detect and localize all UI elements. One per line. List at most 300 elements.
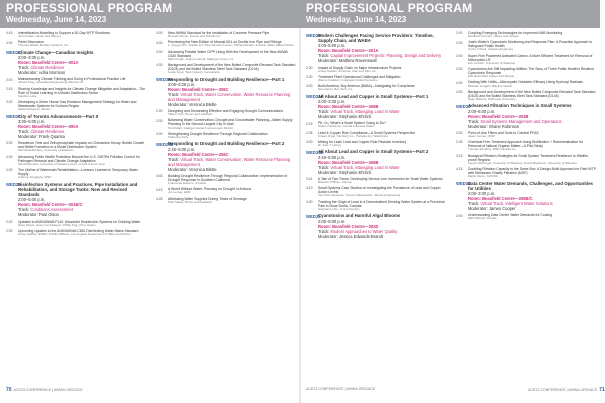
program-item [6, 31, 146, 39]
program-item [156, 40, 296, 48]
session-code: WED31B [306, 149, 324, 155]
item-title: Background and Development of the New Bolted Composite Elevated Tank Standard (D103) and the Bolted Stainless Steel Tank Standard (D104) [168, 62, 296, 72]
session-track-label: Track: [318, 228, 330, 234]
item-body [318, 84, 446, 92]
item-title: Understanding Data Center Water Demands for Cooling [468, 213, 552, 218]
session-code: WED28 [6, 182, 21, 188]
session-block [306, 213, 446, 238]
session-time: 2:00–5:00 p.m. [468, 108, 496, 114]
session-title: Modern Challenges Facing Service Providers: Timeline, Supply Chain, and WABA [318, 33, 434, 44]
session-room: Room: Beanfield Centre—206B/C [468, 196, 533, 202]
item-body [168, 174, 296, 186]
session-track-name: Virtual Track, Managing Lead in Water [330, 109, 400, 115]
session-room: Room: Beanfield Centre—201A [318, 48, 379, 54]
item-body [168, 118, 296, 130]
item-speaker: Thomas Walski, Bentley Systems, Inc. [18, 43, 69, 48]
item-time: 4:30 [156, 63, 163, 68]
program-item [306, 66, 446, 74]
item-body [18, 155, 146, 167]
session-code: WED33 [456, 103, 471, 109]
item-time: 3:00 [156, 132, 163, 137]
session-room: Room: Beanfield Centre—206B [318, 159, 379, 165]
session-moderator: Moderator: Stephanie Ehrlich [318, 114, 372, 120]
item-title: Upcoming Updates to the ANSI/AWWA C651 Disinfecting Water Mains Standard [18, 228, 139, 233]
right-page-number: 71 [599, 387, 605, 393]
session-body [18, 114, 146, 139]
item-time: 2:00 [456, 31, 463, 36]
program-item [156, 197, 296, 205]
session-body [168, 141, 296, 171]
session-time: 2:00–3:30 p.m. [468, 191, 496, 197]
program-column-3 [306, 31, 446, 383]
item-time: 3:30 [6, 141, 13, 146]
left-footer-text: ACE23 CONFERENCE | AWWA.ORG/ACE [13, 388, 83, 392]
program-item [456, 131, 596, 139]
session-block [456, 103, 596, 128]
item-speaker: Malia Pellegrino, Jacobs [18, 107, 51, 112]
item-speaker: Mehrshad Borbury, University of Waterloo [18, 148, 74, 153]
item-speaker: Jason Gurney, WSP [468, 133, 495, 138]
program-item [456, 40, 596, 52]
session-block [156, 77, 296, 107]
item-speaker: Jebeta Tang, Associated Engineering Alberta Ltd. [18, 80, 84, 85]
item-speaker: Martin Deron, KZCOM [468, 174, 498, 179]
program-item [456, 167, 596, 179]
program-item [6, 141, 146, 153]
session-track-label: Track: [468, 118, 480, 124]
item-time: 2:00 [456, 131, 463, 136]
program-item [456, 54, 596, 66]
item-body [168, 40, 296, 48]
item-body [168, 109, 296, 117]
item-title: Advancing Public Health Protection Beyond the U.S. SWTRs Filtration Control for Pathogen Removal and Climate Change Adaptation [18, 154, 140, 163]
item-speaker: Curtis Corbell, Castello Engineers [468, 47, 514, 52]
item-body [468, 131, 596, 139]
item-time: 3:30 [156, 40, 163, 45]
item-time: 2:45 [456, 140, 463, 145]
item-time: 2:00 [456, 213, 463, 218]
item-title: Tracking the Origin of Lead in a Decentralized Drinking Water System at a Provincial Park in Nova Scotia, Canada [318, 199, 445, 208]
program-item [306, 84, 446, 92]
left-footer [6, 387, 83, 393]
page-header [0, 0, 600, 28]
session-title: Responding to Drought and Building Resilience—Part 1 [168, 76, 285, 82]
item-time: 3:41 [306, 177, 313, 182]
session-body [318, 94, 446, 119]
item-body [318, 140, 446, 148]
item-time: 4:30 [306, 199, 313, 204]
item-time: 4:30 [6, 168, 13, 173]
program-item [306, 200, 446, 212]
right-footer-text: ACE23 CONFERENCE | AWWA.ORG/ACE [528, 388, 598, 392]
session-time: 2:40–5:00 p.m. [168, 146, 196, 152]
session-track-name: Virtual Track, Intelligent Water Solutions [480, 201, 553, 207]
item-time: 2:30 [306, 75, 313, 80]
item-body [168, 63, 296, 75]
item-speaker: Stephanie Urie, York University [318, 206, 360, 211]
item-body [18, 229, 146, 237]
item-title: Sharing Knowledge and Insights for Climate Change Mitigation and Adaptation—The Role of Social Learning in a Model Distribution Sector [18, 86, 146, 95]
item-time: 2:00 [156, 109, 163, 114]
session-track-label: Track: [18, 207, 30, 213]
session-title: Climate Change—Canadian Insights [18, 49, 94, 55]
session-track-name: Small Systems Management and Operations [480, 118, 562, 124]
item-time: 4:15 [6, 31, 13, 36]
item-title: Doubling Filtration Capacity in the Same Box: A Design-Build Approach for Rath WTP with Membrane Gravity Filtration (MGF) [468, 166, 596, 175]
item-speaker: Erik Rosenfeld, Hazen and Sawyer [468, 74, 515, 79]
item-title: Advancing Potable Water CIPP Lining With the Development of the New AWWA C620 Standard [168, 49, 288, 58]
item-body [468, 140, 596, 152]
item-speaker: Kristen Ryan, Kimberly Inc., Portable Inc; Washbrine [318, 133, 388, 138]
program-item [156, 31, 296, 39]
item-speaker: Mark Knight, Jeanne Carroll, Sallinger Group, Inc. [168, 56, 235, 61]
item-body [468, 67, 596, 79]
item-time: 2:30 [156, 118, 163, 123]
item-title: Impact of Supply Chain on Major Infrastructure Projects [318, 65, 402, 70]
item-time: 3:00 [306, 84, 313, 89]
session-body [18, 182, 146, 218]
session-time: 2:00–3:25 p.m. [168, 81, 196, 87]
session-track-name: Climate Resilience [30, 65, 65, 71]
program-item [6, 87, 146, 99]
program-item [156, 109, 296, 117]
session-room: Room: Beanfield Centre—202D [318, 223, 379, 229]
item-speaker: Michelle Longich, Black & Veatch [468, 83, 513, 88]
session-block [6, 50, 146, 75]
session-body [468, 103, 596, 128]
item-title: Building Drought Resilience Through Regional Collaboration: Implementation of Drought Response in Southern California [168, 173, 288, 182]
item-speaker: Anthony Gregughy, WSP [18, 175, 52, 180]
item-body [18, 31, 146, 39]
session-track-label: Track: [168, 91, 180, 97]
session-moderator: Moderator: Adria Morrison [18, 70, 66, 76]
left-page-number: 70 [6, 387, 12, 393]
program-item [306, 140, 446, 148]
item-speaker: Dr. Kyle T. Horng [318, 142, 341, 147]
item-title: Residence Time and Orthophosphate Impacts on Chloramine Decay, Biofilm Growth and Nitrite Formation in a Model Distribution System [18, 141, 145, 150]
session-moderator: Moderator: Shane Robinson [468, 123, 520, 129]
program-item [456, 154, 596, 166]
session-body [318, 33, 446, 63]
item-title: A Tale of Two Towns: Developing Service Line Inventories for Small Water Systems [318, 176, 443, 181]
item-body [168, 132, 296, 140]
item-speaker: Paul Selsky, Brown and Caldwell [168, 199, 212, 204]
right-footer-left [306, 387, 375, 391]
item-title: Cyanotoxins Are Still Impacting Utilities: The Story of Three Public Health's Resilient Cyanotoxin Response [468, 67, 594, 76]
page-gutter [299, 28, 301, 403]
item-speaker: Lauren McGregor, University of Waterloo; Emina Blazkunic, University of Waterloo [468, 160, 577, 165]
right-page-date: Wednesday, June 14, 2023 [306, 15, 407, 24]
session-track [168, 92, 296, 102]
item-time: 3:00 [456, 53, 463, 58]
item-speaker: Thomas Winkling, WSP Canada Inc. [468, 147, 517, 152]
left-page-date: Wednesday, June 14, 2023 [6, 15, 107, 24]
session-body [318, 213, 446, 238]
item-title: Updates to ANSI/AWWA F110: Ultraviolet Disinfection Systems for Drinking Water [18, 219, 141, 224]
session-time: 2:00–5:00 p.m. [318, 43, 346, 49]
item-body [468, 31, 596, 39]
session-track-name: Virtual Track, Water Conservation, Water Resource Planning and Management [168, 91, 291, 102]
session-moderator: Moderator: Stephanie Ehrlich [318, 169, 372, 175]
item-speaker: Dan Carter, Ben Tech, Inc. [318, 87, 354, 92]
item-speaker: Sandra Locke [18, 93, 37, 98]
session-track-label: Track: [318, 109, 330, 115]
item-body [18, 141, 146, 153]
item-body [168, 197, 296, 205]
session-track-name: Virtual Track, Managing Lead in Water [330, 164, 400, 170]
session-title: Advanced Filtration Techniques in Small Systems [468, 103, 572, 109]
item-title: Treatment Plant Operational Challenges and Mitigation [318, 74, 401, 79]
session-block [6, 114, 146, 139]
program-item [6, 100, 146, 112]
item-time: 3:45 [156, 174, 163, 179]
item-speaker: Elizabeth Gorham, Hazen and Sawyer [468, 34, 520, 39]
program-item [456, 67, 596, 79]
program-item [456, 31, 596, 39]
item-body [18, 40, 146, 48]
session-track-label: Track: [318, 53, 330, 59]
session-code: WED32 [306, 213, 321, 219]
program-item [456, 140, 596, 152]
session-track-label: Track: [168, 156, 180, 162]
session-moderator: Moderator: Veronica Blette [168, 166, 217, 172]
item-time: 2:00 [6, 219, 13, 224]
program-item [156, 132, 296, 140]
item-speaker: Sean Roberts, Dalhousie University [468, 96, 516, 101]
session-title: Responding to Drought and Building Resilience—Part 2 [168, 141, 285, 147]
item-speaker: Mark Barnett, Amplite [468, 216, 497, 221]
session-track-name: Virtual Track, Water Conservation, Water Resource Planning and Management [168, 156, 291, 167]
right-footer [528, 387, 605, 393]
item-body [318, 177, 446, 185]
session-moderator: Moderator: Frank Quarisa [18, 134, 65, 139]
session-code: WED34 [456, 181, 471, 187]
program-item [456, 90, 596, 102]
session-room: Room: Beanfield Centre—206C [168, 151, 229, 157]
item-title: Point-of-Use Filters and Tools to Combat PFAS [468, 130, 539, 135]
session-body [468, 181, 596, 211]
item-title: Lead & Copper Rule Compliance—A Small Systems Perspective [318, 130, 416, 135]
program-item [6, 220, 146, 228]
program-item [156, 63, 296, 75]
item-speaker: Todd Marti, Granger Hunter Improvement District [168, 125, 233, 130]
session-code: WED29B [156, 141, 174, 147]
session-block [306, 33, 446, 63]
session-block [456, 181, 596, 211]
item-speaker: Erin Kovach, University of Waterloo [468, 60, 516, 65]
item-time: 2:15 [306, 121, 313, 126]
item-speaker: John Collett, Hazen and Sawyer [18, 34, 61, 39]
session-code: WED27 [6, 114, 21, 120]
session-title: Disinfection Systems and Practices, Pipe Installation and Rehabilitation, and Storage Tanks: New and Revised Standards [18, 181, 138, 198]
item-time: 2:30 [6, 229, 13, 234]
item-title: Justin Water's Cyanotoxin Monitoring and Response Plan: A Proactive Approach to Safeguard Public Health [468, 40, 593, 49]
item-speaker: Tiffany Tran, Brown and Caldwell [168, 112, 212, 117]
item-time: 2:30 [456, 40, 463, 45]
item-title: Intensification Modelling to Support a 30-Day WTP Shutdown [18, 31, 110, 35]
session-moderator: Moderator: Veronica Blette [168, 101, 217, 107]
item-title: Small Systems Case Studies on Investigating the Prevalence of Lead and Copper Action Levels [318, 186, 441, 195]
item-body [318, 121, 446, 129]
item-time: 3:15 [456, 153, 463, 158]
session-title: Cyanotoxins and Harmful Algal Blooms [318, 213, 401, 219]
session-block [306, 149, 446, 174]
item-body [318, 66, 446, 74]
session-block [156, 141, 296, 171]
session-room: Room: Beanfield Centre—206C [168, 86, 229, 92]
item-title: Designing and Demanding Effective and Engaging Drought Communications [168, 109, 283, 114]
item-speaker: Brandon O'Brien, Stantec [318, 179, 352, 184]
program-item [456, 213, 596, 221]
item-time: 2:15 [6, 86, 13, 91]
item-body [168, 50, 296, 62]
session-code: WED29A [156, 77, 174, 83]
item-title: Build America, Buy America (BABA)—Navigating for Compliance [318, 84, 416, 89]
session-track-name: Climate Resilience [30, 129, 65, 134]
session-title: All About Lead and Copper in Small Systems—Part 2 [318, 149, 429, 155]
session-body [168, 77, 296, 107]
program-item [156, 118, 296, 130]
item-speaker: Sharon Suhomsy, Central Arkansas Water [318, 124, 375, 129]
item-body [468, 154, 596, 166]
program-item [6, 40, 146, 48]
program-item [306, 75, 446, 83]
program-column-1 [6, 31, 146, 383]
session-block [6, 182, 146, 218]
item-title: Pb, Cu, What's a Small System Going to Do? [318, 121, 386, 126]
session-code: WED31A [306, 94, 324, 100]
item-speaker: Leslie Scott, Tank Industry Consultants [168, 70, 220, 75]
session-body [318, 149, 446, 174]
program-item [6, 229, 146, 237]
item-title: New AWWA Standard for the Installation of Concrete Pressure Pipe [168, 31, 270, 35]
item-speaker: Veronica Cárdenas, Yvonne Mascareñas, Jacobs Engineering [318, 193, 401, 198]
item-title: Mainstreaming Climate Thinking and Doing in Professional Practice Life [18, 77, 126, 82]
item-time: 4:30 [6, 40, 13, 45]
item-time: 3:30 [456, 67, 463, 72]
item-title: Chemical-Free Treatment Approach Using Biofiltration + Remineralization for Removal of Natural Organic Matter—A Pilot Study [468, 140, 584, 149]
item-time: 4:00 [6, 154, 13, 159]
session-block [306, 94, 446, 119]
session-room: Room: Beanfield Centre—200A [18, 124, 79, 129]
item-time: 3:00 [156, 31, 163, 36]
item-time: 4:00 [456, 80, 463, 85]
item-body [468, 54, 596, 66]
session-code: WED30 [306, 33, 321, 39]
item-body [18, 220, 146, 228]
item-body [468, 40, 596, 52]
item-title: Super-Fine Powdered Activated Carbon: A More Efficient Treatment for Removal of Microcystin-LR [468, 53, 593, 62]
item-body [318, 75, 446, 83]
item-speaker: Russell Gibson, Freese and Nichols Inc. [168, 34, 222, 39]
program-item [6, 155, 146, 167]
program-item [6, 77, 146, 85]
item-body [468, 80, 596, 88]
item-time: 4:10 [306, 186, 313, 191]
program-item [306, 131, 446, 139]
program-item [156, 174, 296, 186]
session-moderator: Moderator: Jessica Edwards-Brandt [318, 233, 384, 239]
session-moderator: Moderator: James Cooper [468, 206, 516, 212]
session-title: Data Center Water Demands, Challenges, and Opportunities for Utilities [468, 180, 593, 191]
program-column-4 [456, 31, 596, 383]
item-speaker: Jim Lemay, HDR [168, 190, 191, 195]
item-body [168, 31, 296, 39]
item-speaker: Monica Emelko, University of Waterloo Dept. of Civil & Envir. Eng. [18, 161, 106, 166]
right-footer-left-text: ACE23 CONFERENCE | AWWA.ORG/ACE [306, 387, 376, 391]
session-moderator: Moderator: Paul Olson [18, 212, 59, 218]
item-time: 4:00 [156, 49, 163, 54]
program-item [306, 121, 446, 129]
item-body [318, 186, 446, 198]
item-speaker: Ansay Nathan, American Cast Iron Pipe Co. [318, 68, 377, 73]
session-track-name: Conditions Assessment [30, 207, 73, 213]
session-room: Room: Beanfield Centre—201A [18, 60, 79, 66]
program-column-2 [156, 31, 296, 383]
item-title: Developing a Green House Gas Emission Management Strategy for Water and Wastewater Systems for Durham Region [18, 100, 137, 109]
item-speaker: L. Gregg Horn, Ductile Iron Pipe Research Assn.; Michael Beitch, Suwann Valley Water District [168, 43, 294, 48]
session-body [18, 50, 146, 75]
item-speaker: Corey Hedlay, MWRA; Kristina Billiaux, Los Angeles Department of Water and Power [18, 231, 131, 236]
session-time: 2:00–3:30 p.m. [318, 99, 346, 105]
item-time: 4:30 [456, 89, 463, 94]
session-track-name: Capital Improvement Projects: Planning, Design and Delivery [330, 53, 442, 59]
item-body [168, 187, 296, 195]
session-track-name: Modern Approaches to Water Quality [330, 228, 398, 234]
item-time: 2:00 [6, 77, 13, 82]
right-page-title: PROFESSIONAL PROGRAM [306, 1, 473, 15]
item-body [468, 167, 596, 179]
item-title: Balancing Water Conservation, Drought and Groundwater Planning—Water Supply Planning in the Second-Largest City in Utah [168, 118, 293, 127]
item-title: Previewing the New Edition of Manual M11 on Ductile Iron Pipe and Fittings [168, 40, 282, 45]
item-title: Mining for Lead: Lead and Copper Rule Revision Inventory [318, 139, 407, 144]
item-speaker: Katherine Kelly [168, 134, 189, 139]
item-title: Dealing With HABs—Microcystin Oxidation Efficacy Using Hydroxyl Radicals [468, 80, 583, 85]
item-title: Strengthening Drought Resilience Through Regional Collaboration [168, 131, 268, 136]
item-body [468, 213, 596, 221]
item-time: 2:00 [306, 65, 313, 70]
item-time: 4:15 [156, 187, 163, 192]
session-code: WED26 [6, 50, 21, 56]
item-title: Panel Discussion [18, 40, 45, 45]
program-item [306, 186, 446, 198]
program-item [6, 168, 146, 180]
program-item [156, 187, 296, 195]
item-body [18, 77, 146, 85]
item-title: Background and Development of the New Bolted Composite Elevated Tank Standard (D103) and the Bolted Stainless Steel Tank Standard (D104) [468, 89, 596, 98]
item-title: The Lifeline of Watermain Rehabilitation—Lessons Learned in Temporary Water Supply [18, 167, 138, 177]
session-time: 2:00–3:30 p.m. [18, 55, 46, 61]
item-time: 2:35 [306, 130, 313, 135]
item-time: 4:45 [156, 196, 163, 201]
session-title: All About Lead and Copper in Small Systems—Part 1 [318, 93, 429, 99]
left-page-title: PROFESSIONAL PROGRAM [6, 1, 173, 15]
session-track [168, 157, 296, 167]
item-body [318, 200, 446, 212]
session-room: Room: Beanfield Centre—201B/C [18, 202, 83, 208]
item-title: Biological Filtration Strategies for Small System Treatment Resilience to Wildfire-prone Regions [468, 153, 590, 162]
item-body [18, 168, 146, 180]
session-track-label: Track: [18, 129, 30, 134]
item-title: Coupling Emerging Technologies for Improved HAB Monitoring [468, 31, 563, 35]
program-item [156, 50, 296, 62]
item-speaker: Warren Rudsten, Integrated Global Solutions [318, 77, 378, 82]
session-track-label: Track: [318, 164, 330, 170]
session-track-label: Track: [468, 201, 480, 207]
session-moderator: Moderator: Matthew Ravenswall [318, 58, 377, 64]
session-room: Room: Beanfield Centre—206B [318, 104, 379, 110]
item-body [18, 100, 146, 112]
